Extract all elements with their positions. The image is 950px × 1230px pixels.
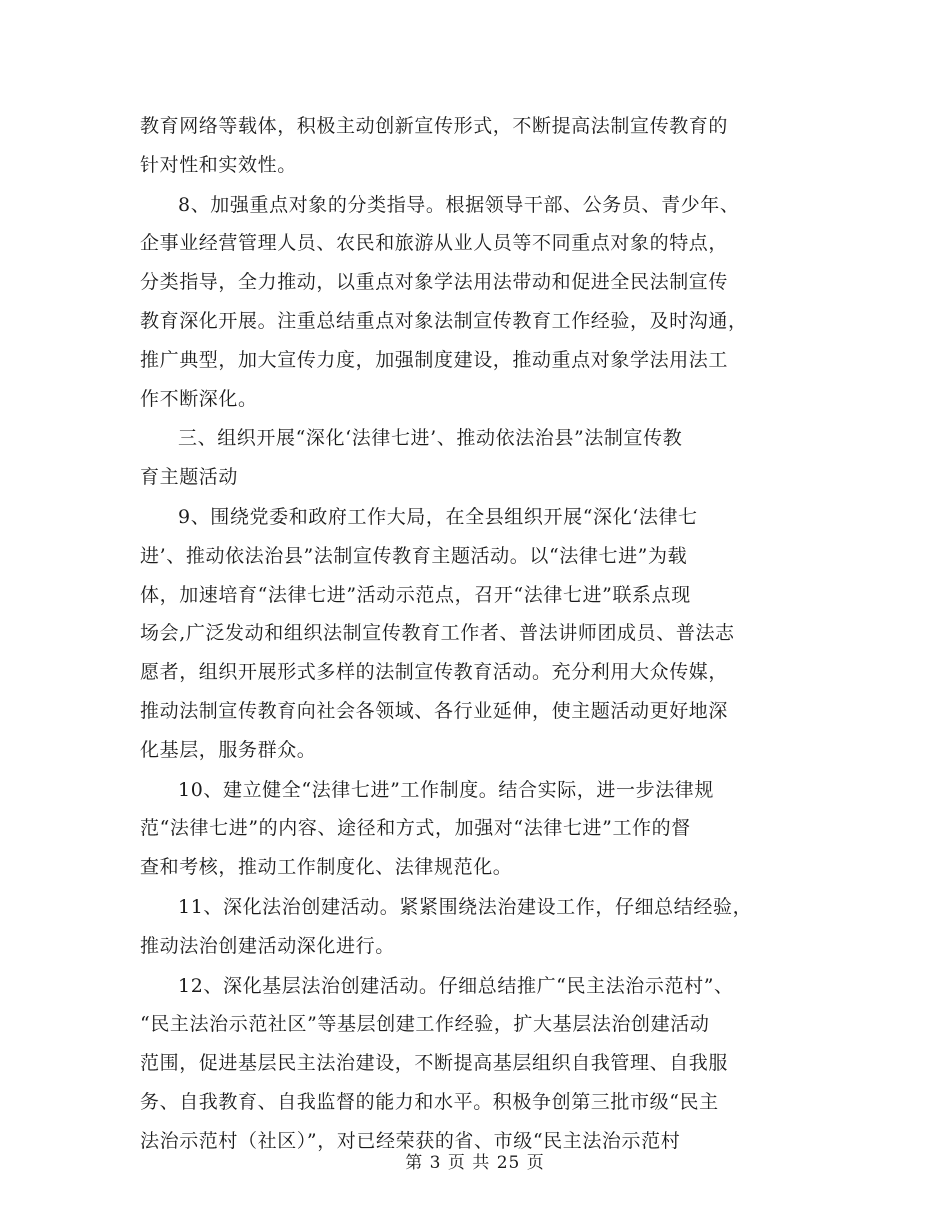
paragraph [140, 771, 810, 887]
text-line: 10、建立健全“法律七进”工作制度。结合实际，进一步法律规 [178, 778, 715, 801]
text-line: 教育深化开展。注重总结重点对象法制宣传教育工作经验，及时沟通， [140, 309, 748, 332]
text-line: 8、加强重点对象的分类指导。根据领导干部、公务员、青少年、 [178, 193, 740, 216]
text-line: 分类指导，全力推动，以重点对象学法用法带动和促进全民法制宣传 [140, 271, 729, 294]
text-line: 推动法制宣传教育向社会各领域、各行业延伸，使主题活动更好地深 [140, 699, 729, 722]
page-footer: 第 3 页 共 25 页 [405, 1153, 545, 1173]
text-line: 进’、推动依法治县”法制宣传教育主题活动。以“法律七进”为载 [140, 544, 688, 567]
text-line: 教育网络等载体，积极主动创新宣传形式，不断提高法制宣传教育的 [140, 115, 729, 137]
text-line: 11、深化法治创建活动。紧紧围绕法治建设工作，仔细总结经验， [178, 895, 753, 918]
text-line: 务、自我教育、自我监督的能力和水平。积极争创第三批市级“民主 [140, 1090, 719, 1113]
text-line: 12、深化基层法治创建活动。仔细总结推广“民主法治示范村”、 [178, 974, 734, 997]
text-line: 针对性和实效性。 [140, 153, 297, 176]
text-line: 范“法律七进”的内容、途径和方式，加强对“法律七进”工作的督 [140, 817, 691, 840]
text-line: 场会,广泛发动和组织法制宣传教育工作者、普法讲师团成员、普法志 [140, 622, 735, 645]
document-body [140, 107, 810, 1162]
text-line: 9、围绕党委和政府工作大局，在全县组织开展“深化‘法律七 [178, 505, 698, 528]
text-line: 化基层，服务群众。 [140, 738, 317, 761]
text-line: 法治示范村（社区）”，对已经荣获的省、市级“民主法治示范村 [140, 1129, 681, 1152]
text-line: “民主法治示范社区”等基层创建工作经验，扩大基层法治创建活动 [140, 1013, 710, 1036]
paragraph [140, 186, 810, 419]
text-line: 愿者，组织开展形式多样的法制宣传教育活动。充分利用大众传媒， [140, 661, 729, 684]
text-line: 查和考核，推动工作制度化、法律规范化。 [140, 856, 513, 879]
text-line: 三、组织开展“深化‘法律七进’、推动依法治县”法制宣传教 [178, 427, 683, 450]
text-line: 企事业经营管理人员、农民和旅游从业人员等不同重点对象的特点， [140, 232, 729, 255]
paragraph [140, 107, 810, 185]
paragraph [140, 419, 810, 497]
text-line: 推广典型，加大宣传力度，加强制度建设，推动重点对象学法用法工 [140, 348, 729, 371]
text-line: 范围，促进基层民主法治建设，不断提高基层组织自我管理、自我服 [140, 1052, 729, 1075]
text-line: 推动法治创建活动深化进行。 [140, 934, 395, 957]
text-line: 作不断深化。 [140, 387, 258, 410]
paragraph [140, 498, 810, 770]
paragraph [140, 888, 810, 966]
text-line: 育主题活动 [140, 466, 239, 489]
text-line: 体，加速培育“法律七进”活动示范点，召开“法律七进”联系点现 [140, 583, 691, 606]
paragraph [140, 967, 810, 1161]
